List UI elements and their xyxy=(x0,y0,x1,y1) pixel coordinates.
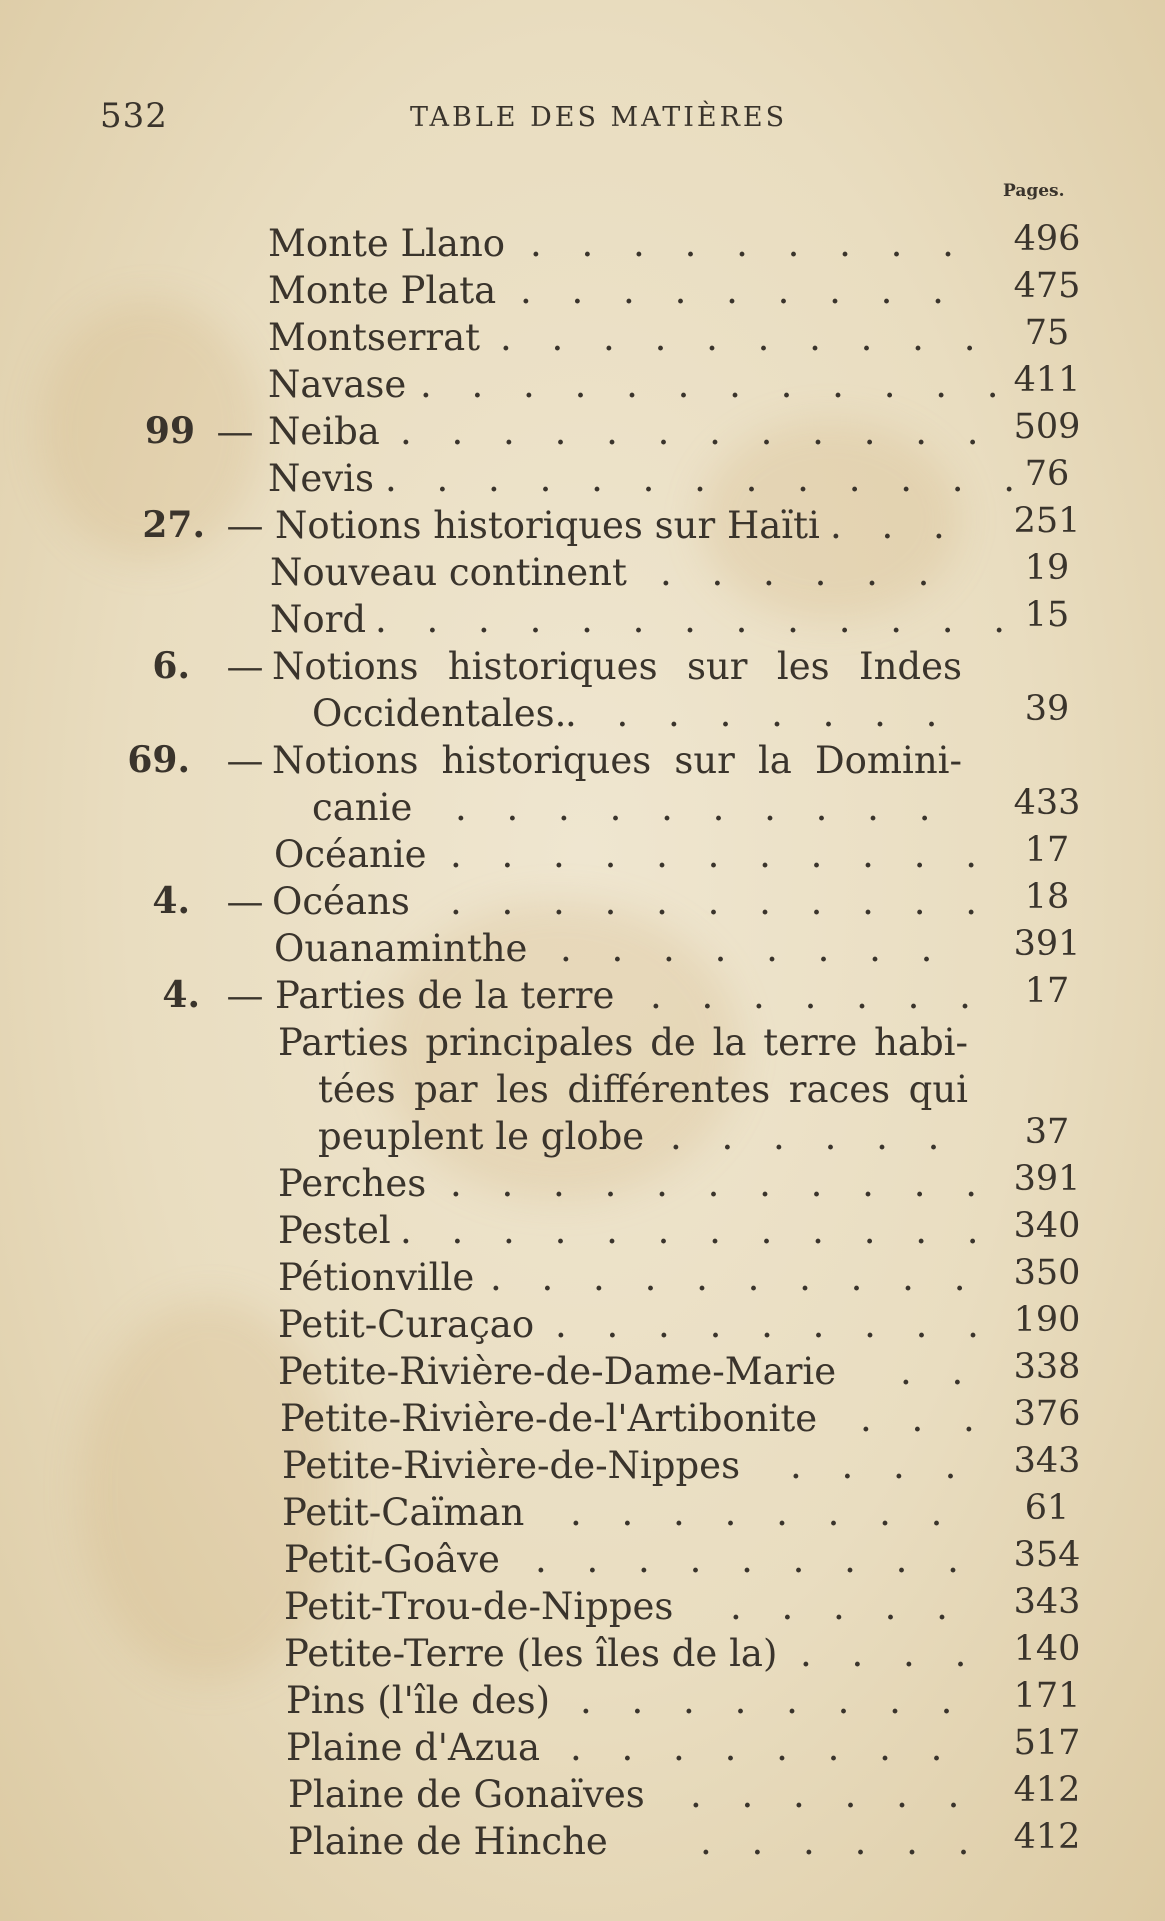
toc-entry: 4. — Parties de la terre . . . . . . . 17 xyxy=(0,974,1165,1021)
entry-page: 76 xyxy=(1024,454,1070,494)
entry-text: Océans xyxy=(272,880,410,923)
toc-entry: Navase . . . . . . . . . . . . 411 xyxy=(268,360,1081,406)
running-title: TABLE DES MATIÈRES xyxy=(410,102,788,133)
entry-text: Petit-Trou-de-Nippes xyxy=(284,1585,674,1628)
entry-text: Petite-Rivière-de-Nippes xyxy=(282,1444,741,1487)
entry-text: tées par les différentes races qui xyxy=(318,1068,968,1111)
toc-entry-continuation: canie . . . . . . . . . . 433 xyxy=(312,783,1081,829)
toc-entry: Perches . . . . . . . . . . . 391 xyxy=(278,1159,1081,1205)
page-header xyxy=(100,96,1080,140)
entry-page: 354 xyxy=(1013,1535,1081,1575)
entry-page: 19 xyxy=(1024,548,1070,588)
entry-text: Petit-Goâve xyxy=(284,1538,500,1581)
entry-text: Perches xyxy=(278,1162,427,1205)
entry-page: 17 xyxy=(1024,830,1070,870)
toc-entry: Monte Llano . . . . . . . . . 496 xyxy=(268,219,1081,265)
toc-entry: Petit-Goâve . . . . . . . . . 354 xyxy=(284,1535,1081,1581)
entry-page: 61 xyxy=(1024,1488,1070,1528)
entry-page: 496 xyxy=(1013,219,1081,259)
toc-entry: Petite-Terre (les îles de la) . . . . 140 xyxy=(284,1629,1081,1675)
entry-text: Plaine de Gonaïves xyxy=(288,1773,645,1816)
toc-entry: 4. — Océans . . . . . . . . . . . 18 xyxy=(0,880,1165,927)
toc-entry: Nevis . . . . . . . . . . . . . 76 xyxy=(0,457,1165,504)
entry-text: Montserrat xyxy=(268,316,481,359)
toc-entry xyxy=(0,1021,1165,1068)
entry-text: Nord xyxy=(270,598,367,641)
toc-entry-continuation: peuplent le globe . . . . . . 37 xyxy=(0,1115,1165,1162)
toc-entry: Petite-Rivière-de-l'Artibonite . . . 376 xyxy=(280,1394,1081,1440)
entry-text: Ouanaminthe xyxy=(274,927,528,970)
toc-entry: Petite-Rivière-de-Nippes . . . . 343 xyxy=(282,1441,1081,1487)
entry-page: 412 xyxy=(1013,1770,1081,1810)
entry-text: Monte Plata xyxy=(268,269,497,312)
entry-text: Petit-Curaçao xyxy=(278,1303,535,1346)
entry-page: 517 xyxy=(1013,1723,1081,1763)
toc-entry: Petit-Caïman . . . . . . . . 61 xyxy=(0,1491,1165,1538)
entry-text: Parties de la terre xyxy=(275,974,615,1017)
entry-text: Océanie xyxy=(274,833,427,876)
entry-page: 171 xyxy=(1013,1676,1081,1716)
toc-entry: Montserrat . . . . . . . . . . 75 xyxy=(0,316,1165,363)
entry-text: Pins (l'île des) xyxy=(286,1679,551,1722)
entry-number: 4. xyxy=(152,880,190,922)
toc-entry: Petit-Trou-de-Nippes . . . . . 343 xyxy=(284,1582,1081,1628)
entry-page: 343 xyxy=(1013,1441,1081,1481)
entry-page: 15 xyxy=(1024,595,1070,635)
entry-text: Plaine de Hinche xyxy=(288,1820,608,1863)
entry-number: 4. xyxy=(162,974,200,1016)
entry-page: 411 xyxy=(1013,360,1081,400)
entry-page: 338 xyxy=(1013,1347,1081,1387)
entry-page: 350 xyxy=(1013,1253,1081,1293)
entry-text: Occidentales. xyxy=(312,692,567,735)
toc-entry: 69. — Notions historiques sur la Domini- xyxy=(0,739,1165,786)
toc-entries xyxy=(0,219,1165,1867)
entry-text: Petit-Caïman xyxy=(282,1491,525,1534)
entry-page: 39 xyxy=(1024,689,1070,729)
entry-number: 27. xyxy=(142,504,205,546)
entry-text: peuplent le globe xyxy=(318,1115,645,1158)
page-number: 532 xyxy=(100,96,168,136)
toc-entry: Pestel . . . . . . . . . . . . 340 xyxy=(278,1206,1081,1252)
toc-entry: Plaine de Hinche . . . . . . 412 xyxy=(288,1817,1081,1863)
entry-page: 509 xyxy=(1013,407,1081,447)
entry-page: 17 xyxy=(1024,971,1070,1011)
entry-text: canie xyxy=(312,786,413,829)
entry-page: 37 xyxy=(1024,1112,1070,1152)
toc-entry: Ouanaminthe . . . . . . . . 391 xyxy=(274,924,1081,970)
entry-text: Neiba xyxy=(268,410,380,453)
toc-entry: Nord . . . . . . . . . . . . . 15 xyxy=(0,598,1165,645)
toc-entry: 6. — Notions historiques sur les Indes xyxy=(0,645,1165,692)
entry-page: 18 xyxy=(1024,877,1070,917)
entry-number: 69. xyxy=(127,739,190,781)
entry-text: Notions historiques sur la Domini- xyxy=(272,739,962,782)
toc-entry: Océanie . . . . . . . . . . . 17 xyxy=(0,833,1165,880)
entry-page: 75 xyxy=(1024,313,1070,353)
entry-text: Navase xyxy=(268,363,407,406)
entry-page: 376 xyxy=(1013,1394,1081,1434)
entry-text: Pétionville xyxy=(278,1256,475,1299)
toc-entry: Monte Plata . . . . . . . . . 475 xyxy=(268,266,1081,312)
entry-text: Plaine d'Azua xyxy=(286,1726,541,1769)
toc-entry-continuation: Occidentales. . . . . . . . . 39 xyxy=(0,692,1165,739)
toc-entry: Pins (l'île des) . . . . . . . . 171 xyxy=(286,1676,1081,1722)
toc-entry: Petit-Curaçao . . . . . . . . . 190 xyxy=(278,1300,1081,1346)
toc-entry: 27. — Notions historiques sur Haïti . . . 251 xyxy=(0,504,1165,551)
entry-page: 391 xyxy=(1013,1159,1081,1199)
entry-number: 99 xyxy=(144,410,195,452)
pages-column-label: Pages. xyxy=(1003,181,1065,201)
entry-text: Parties principales de la terre habi- xyxy=(278,1021,968,1064)
toc-entry: Plaine de Gonaïves . . . . . . 412 xyxy=(288,1770,1081,1816)
entry-page: 340 xyxy=(1013,1206,1081,1246)
entry-text: Nevis xyxy=(268,457,374,500)
entry-page: 343 xyxy=(1013,1582,1081,1622)
entry-page: 251 xyxy=(1013,501,1081,541)
entry-number: 6. xyxy=(152,645,190,687)
entry-text: Notions historiques sur Haïti xyxy=(275,504,820,547)
toc-entry: Pétionville . . . . . . . . . . 350 xyxy=(278,1253,1081,1299)
toc-entry-continuation xyxy=(0,1068,1165,1115)
entry-text: Notions historiques sur les Indes xyxy=(272,645,962,688)
entry-page: 391 xyxy=(1013,924,1081,964)
entry-page: 433 xyxy=(1013,783,1081,823)
entry-text: Pestel xyxy=(278,1209,391,1252)
entry-text: Petite-Terre (les îles de la) xyxy=(284,1632,778,1675)
entry-page: 412 xyxy=(1013,1817,1081,1857)
entry-page: 140 xyxy=(1013,1629,1081,1669)
entry-page: 475 xyxy=(1013,266,1081,306)
toc-entry: Petite-Rivière-de-Dame-Marie . . 338 xyxy=(278,1347,1081,1393)
entry-text: Nouveau continent xyxy=(270,551,627,594)
toc-entry: Plaine d'Azua . . . . . . . . 517 xyxy=(286,1723,1081,1769)
entry-text: Monte Llano xyxy=(268,222,506,265)
toc-entry: Nouveau continent . . . . . . 19 xyxy=(0,551,1165,598)
entry-text: Petite-Rivière-de-l'Artibonite xyxy=(280,1397,818,1440)
entry-text: Petite-Rivière-de-Dame-Marie xyxy=(278,1350,837,1393)
entry-page: 190 xyxy=(1013,1300,1081,1340)
toc-entry: 99 — Neiba . . . . . . . . . . . . 509 xyxy=(0,410,1165,457)
